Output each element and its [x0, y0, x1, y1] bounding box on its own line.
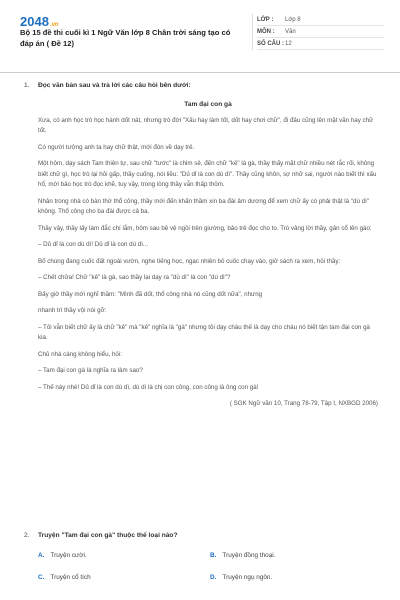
- meta-label: MÔN :: [257, 29, 275, 35]
- page-title: Bộ 15 đề thi cuối kì 1 Ngữ Văn lớp 8 Chân trời sáng tạo có đáp án ( Đề 12): [20, 28, 231, 48]
- question-text: Truyện "Tam đại con gà" thuộc thể loại nào?: [38, 532, 178, 539]
- passage-source: ( SGK Ngữ văn 10, Trang 78-79, Tập I, NXBGD 2006): [229, 400, 378, 407]
- question-number: 1.: [24, 82, 30, 89]
- meta-label: SỐ CÂU :: [257, 41, 284, 47]
- reading-passage: [38, 100, 378, 410]
- paragraph: Có người tưởng anh ta hay chữ thật, mới đón về dạy trẻ.: [38, 143, 195, 151]
- meta-row-grade: [257, 14, 384, 26]
- passage-title: Tam đại con gà: [184, 101, 232, 108]
- paragraph: – Dủ dỉ là con dù dì! Dủ dỉ là con dù dì...: [38, 241, 149, 248]
- paragraph: – Chết chửa! Chữ "kê" là gà, sao thầy lại dạy ra "dù dì" là con "dù dì"?: [38, 274, 231, 281]
- paragraph: Nhân trong nhà có bàn thờ thổ công, thầy mới đến khấn thầm xin ba đài âm dương để xem chữ ấy có phải thật là "dù dì" không. Thổ công cho ba đài được cả ba.: [38, 197, 369, 215]
- option-text: Truyện đồng thoại.: [222, 552, 276, 559]
- document-header: [0, 0, 400, 64]
- option-text: Truyện cổ tích: [50, 574, 91, 581]
- paragraph: Thầy vậy, thầy lấy làm đắc chí lắm, hôm sau bệ vệ ngồi trên giường, bảo trẻ đọc cho to. Trò vâng lời thầy, gân cổ lên gào:: [38, 224, 372, 232]
- meta-row-count: [257, 38, 384, 50]
- meta-value: Văn: [285, 29, 296, 35]
- paragraph: – Thế này nhé! Dủ dỉ là con dù dì, dù dì là chị con công, con công là ông con gà!: [38, 383, 259, 391]
- option-letter: C.: [38, 574, 45, 581]
- paragraph: Bấy giờ thầy mới nghĩ thầm: "Mình đã dốt, thổ công nhà nó cũng dốt nữa", nhưng: [38, 290, 263, 298]
- header-divider: [0, 72, 400, 73]
- meta-value: 12: [285, 41, 292, 47]
- option-text: Truyện ngụ ngôn.: [222, 574, 273, 581]
- logo-suffix: .vn: [49, 22, 59, 28]
- paragraph: Chủ nhà càng không hiểu, hỏi:: [38, 350, 122, 358]
- paragraph: Bố chúng đang cuốc đất ngoài vườn, nghe tiếng học, ngạc nhiên bỏ cuốc chạy vào, giở sách ra xem, hỏi thầy:: [38, 257, 341, 265]
- exam-meta: [252, 14, 384, 50]
- paragraph: nhanh trí thầy vội nói gỡ:: [38, 307, 107, 314]
- question-text: Đọc văn bản sau và trả lời các câu hỏi bên dưới:: [38, 82, 191, 89]
- meta-label: LỚP :: [257, 17, 274, 23]
- meta-value: Lớp 8: [285, 17, 301, 23]
- paragraph: – Tam đại con gà là nghĩa ra làm sao?: [38, 367, 143, 374]
- paragraph: Xưa, có anh học trò học hành dốt nát, nhưng trò đời "Xấu hay làm tốt, dốt hay chơi chữ", đi đâu cũng lên mặt văn hay chữ tốt.: [38, 116, 374, 134]
- paragraph: Một hôm, dạy sách Tam thiên tự, sau chữ "tước" là chim sẻ, đến chữ "kê" là gà, thầy thấy mặt chữ nhiều nét rắc rối, không biết chữ gì, học trò lại hỏi gấp, thầy cuống, nói liều: "Dủ dỉ là con dù dì". Thầy cũng khôn, sợ nhỡ sai, người nào biết thì xấu hổ, mới bảo học trò đọc khẽ, tuy vậy, trong lòng thầy vẫn thấp thỏm.: [38, 160, 377, 188]
- answer-option-b[interactable]: [210, 552, 275, 559]
- option-letter: B.: [210, 552, 217, 559]
- answer-option-a[interactable]: [38, 552, 87, 559]
- meta-row-subject: [257, 26, 384, 38]
- option-text: Truyện cười.: [50, 552, 87, 559]
- question-number: 2.: [24, 532, 30, 539]
- answer-option-d[interactable]: [210, 574, 272, 581]
- option-letter: D.: [210, 574, 217, 581]
- logo-text: 2048: [20, 14, 49, 29]
- option-letter: A.: [38, 552, 45, 559]
- paragraph: – Tôi vẫn biết chữ ấy là chữ "kê" mà "kê" nghĩa là "gà" nhưng tôi dạy cháu thế là dạy cho cháu nó biết tận tam đại con gà kia.: [38, 323, 370, 341]
- answer-option-c[interactable]: [38, 574, 91, 581]
